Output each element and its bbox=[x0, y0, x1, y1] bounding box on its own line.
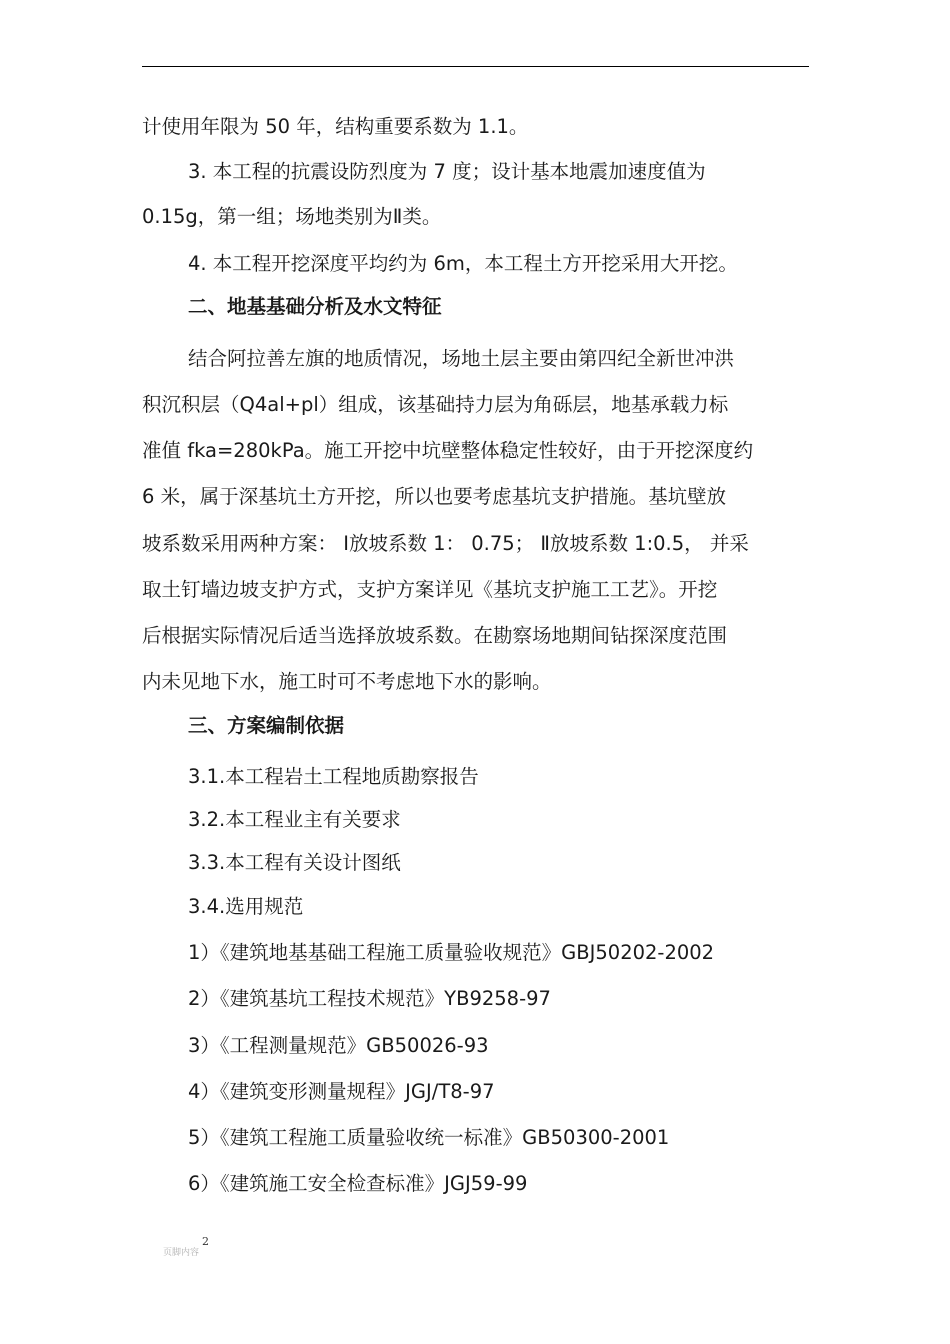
paragraph-line: 坡系数采用两种方案： Ⅰ放坡系数 1： 0.75； Ⅱ放坡系数 1:0.5， 并采 bbox=[142, 532, 749, 555]
paragraph-line: 结合阿拉善左旗的地质情况，场地土层主要由第四纪全新世冲洪 bbox=[188, 347, 735, 370]
paragraph-line: 后根据实际情况后适当选择放坡系数。在勘察场地期间钻探深度范围 bbox=[142, 624, 728, 647]
footer-note: 页脚内容 bbox=[163, 1248, 200, 1258]
standard-item: 1）《建筑地基基础工程施工质量验收规范》GBJ50202-2002 bbox=[188, 941, 715, 964]
basis-item: 3.1.本工程岩土工程地质勘察报告 bbox=[188, 765, 479, 788]
section-heading: 二、地基基础分析及水文特征 bbox=[188, 295, 442, 318]
basis-item: 3.2.本工程业主有关要求 bbox=[188, 808, 401, 831]
paragraph-line: 准值 fka=280kPa。施工开挖中坑壁整体稳定性较好，由于开挖深度约 bbox=[142, 439, 754, 462]
basis-item: 3.4.选用规范 bbox=[188, 895, 304, 918]
standard-item: 4）《建筑变形测量规程》JGJ/T8-97 bbox=[188, 1080, 495, 1103]
paragraph-line: 6 米，属于深基坑土方开挖，所以也要考虑基坑支护措施。基坑壁放 bbox=[142, 485, 727, 508]
list-item: 3. 本工程的抗震设防烈度为 7 度；设计基本地震加速度值为 bbox=[188, 160, 706, 183]
list-item: 4. 本工程开挖深度平均约为 6m，本工程土方开挖采用大开挖。 bbox=[188, 252, 738, 275]
basis-item: 3.3.本工程有关设计图纸 bbox=[188, 851, 401, 874]
standard-item: 5）《建筑工程施工质量验收统一标准》GB50300-2001 bbox=[188, 1126, 670, 1149]
paragraph-line: 取土钉墙边坡支护方式，支护方案详见《基坑支护施工工艺》。开挖 bbox=[142, 578, 718, 601]
page-number: 2 bbox=[202, 1235, 209, 1248]
standard-item: 3）《工程测量规范》GB50026-93 bbox=[188, 1034, 489, 1057]
paragraph-line: 积沉积层（Q4al+pl）组成，该基础持力层为角砾层，地基承载力标 bbox=[142, 393, 729, 416]
section-heading: 三、方案编制依据 bbox=[188, 714, 345, 737]
body-line: 0.15g，第一组；场地类别为Ⅱ类。 bbox=[142, 205, 442, 228]
standard-item: 2）《建筑基坑工程技术规范》YB9258-97 bbox=[188, 987, 551, 1010]
body-line: 计使用年限为 50 年，结构重要系数为 1.1。 bbox=[142, 115, 529, 138]
paragraph-line: 内未见地下水，施工时可不考虑地下水的影响。 bbox=[142, 670, 552, 693]
standard-item: 6）《建筑施工安全检查标准》JGJ59-99 bbox=[188, 1172, 528, 1195]
header-rule bbox=[142, 66, 809, 67]
